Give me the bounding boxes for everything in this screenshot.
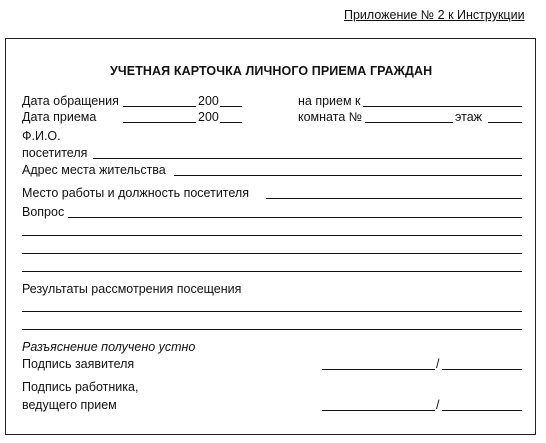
appeal-date-field[interactable]: [123, 106, 196, 107]
question-line-3[interactable]: [22, 253, 522, 254]
explanation-note: Разъяснение получено устно: [22, 340, 196, 354]
applicant-signature-field[interactable]: [322, 369, 435, 370]
employee-signature-label-line2: ведущего прием: [22, 398, 117, 412]
question-line-2[interactable]: [22, 235, 522, 236]
card-title: УЧЕТНАЯ КАРТОЧКА ЛИЧНОГО ПРИЕМА ГРАЖДАН: [110, 64, 433, 78]
workplace-field[interactable]: [266, 198, 522, 199]
to-reception-field[interactable]: [363, 106, 522, 107]
room-label: комната №: [298, 110, 363, 124]
reception-year-field[interactable]: [220, 122, 242, 123]
fio-label: Ф.И.О.: [22, 129, 61, 143]
floor-label: этаж: [455, 110, 483, 124]
appeal-year-prefix: 200: [198, 94, 219, 108]
results-line-2[interactable]: [22, 329, 522, 330]
results-label: Результаты рассмотрения посещения: [22, 282, 242, 296]
visitor-label: посетителя: [22, 146, 88, 160]
employee-signature-label-line1: Подпись работника,: [22, 380, 139, 394]
applicant-signature-label: Подпись заявителя: [22, 357, 135, 371]
appeal-year-field[interactable]: [220, 106, 242, 107]
reception-date-field[interactable]: [123, 122, 196, 123]
appendix-reference: Приложение № 2 к Инструкции: [344, 8, 525, 22]
question-label: Вопрос: [22, 205, 65, 219]
address-field[interactable]: [174, 175, 522, 176]
reception-year-prefix: 200: [198, 110, 219, 124]
applicant-signature-slash: /: [436, 357, 440, 371]
results-line-1[interactable]: [22, 311, 522, 312]
address-label: Адрес места жительства: [22, 163, 166, 177]
question-line-4[interactable]: [22, 271, 522, 272]
employee-signature-field[interactable]: [322, 410, 435, 411]
question-field[interactable]: [68, 217, 522, 218]
employee-signature-slash: /: [436, 398, 440, 412]
visitor-name-field[interactable]: [93, 158, 522, 159]
reception-date-label: Дата приема: [22, 110, 97, 124]
applicant-name-field[interactable]: [442, 369, 522, 370]
floor-field[interactable]: [488, 122, 522, 123]
room-field[interactable]: [365, 122, 453, 123]
employee-name-field[interactable]: [442, 410, 522, 411]
appeal-date-label: Дата обращения: [22, 94, 119, 108]
to-reception-label: на прием к: [298, 94, 361, 108]
workplace-label: Место работы и должность посетителя: [22, 186, 249, 200]
